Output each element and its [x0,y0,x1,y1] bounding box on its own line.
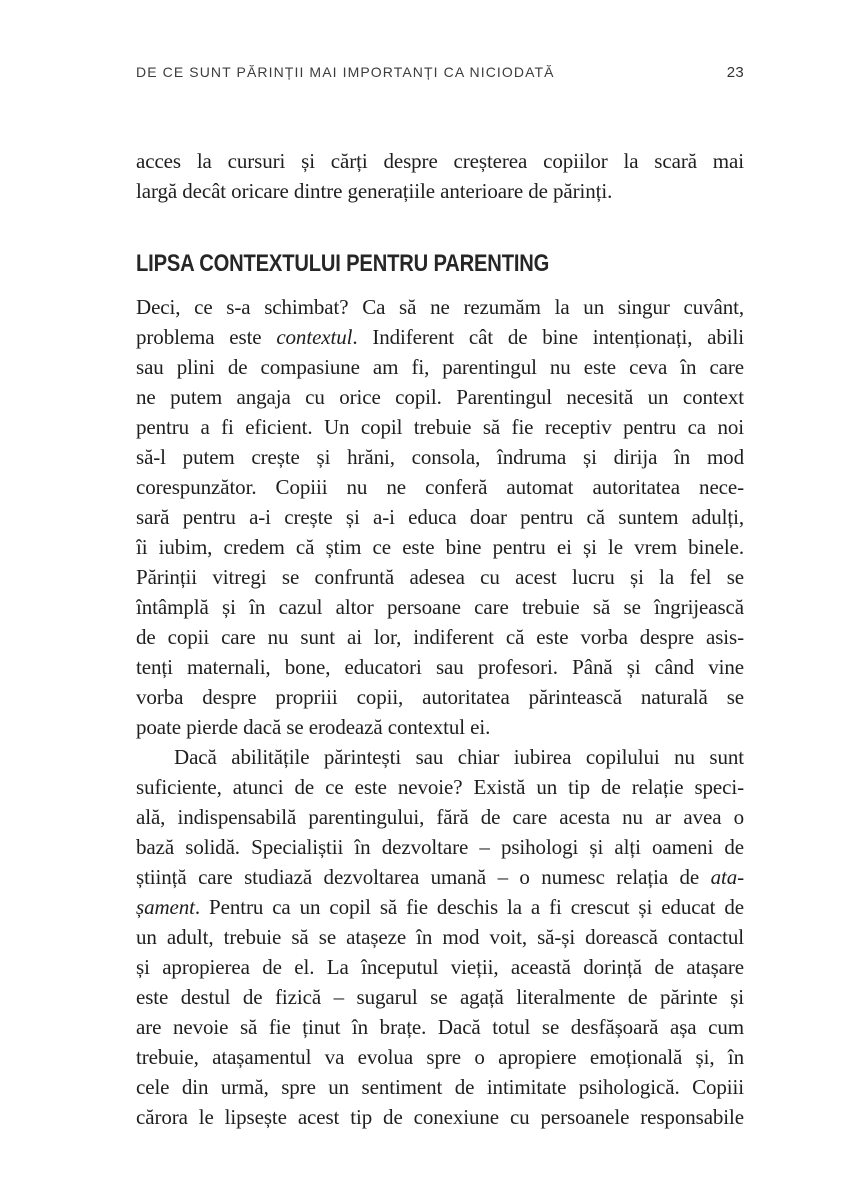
text-line: Deci, ce s-a schimbat? Ca să ne rezumăm la un singur cuvânt, [136,295,744,319]
text-line: cele din urmă, spre un sentiment de intimitate psihologică. Copiii [136,1075,744,1099]
text-line: tenți maternali, bone, educatori sau profesori. Până și când vine [136,655,744,679]
running-header [136,64,744,81]
paragraph [136,742,744,1132]
text-line: sau plini de compasiune am fi, parentingul nu este ceva în care [136,355,744,379]
text-line: știință care studiază dezvoltarea umană – o numesc relația de ata- [136,865,744,889]
text-line: largă decât oricare dintre generațiile anterioare de părinți. [136,179,613,203]
text-line: pentru a fi eficient. Un copil trebuie să fie receptiv pentru ca noi [136,415,744,439]
page-number: 23 [726,64,744,81]
text-line: ală, indispensabilă parentingului, fără de care acesta nu ar avea o [136,805,744,829]
text-line: întâmplă și în cazul altor persoane care trebuie să se îngrijească [136,595,744,619]
text-line: Părinții vitregi se confruntă adesea cu acest lucru și la fel se [136,565,744,589]
text-line: un adult, trebuie să se atașeze în mod voit, să-și dorească contactul [136,925,744,949]
text-line: problema este contextul. Indiferent cât de bine intenționați, abili [136,325,744,349]
running-header-title: DE CE SUNT PĂRINȚII MAI IMPORTANȚI CA NICIODATĂ [136,64,555,80]
text-line: cărora le lipsește acest tip de conexiune cu persoanele responsabile [136,1105,744,1129]
text-line: bază solidă. Specialiștii în dezvoltare – psihologi și alți oameni de [136,835,744,859]
text-line: poate pierde dacă se erodează contextul ei. [136,715,491,739]
text-line: acces la cursuri și cărți despre creșterea copiilor la scară mai [136,149,744,173]
text-line: este destul de fizică – sugarul se agață literalmente de părinte și [136,985,744,1009]
text-line: suficiente, atunci de ce este nevoie? Există un tip de relație speci- [136,775,744,799]
paragraph-continuation [136,146,744,206]
text-line: să-l putem crește și hrăni, consola, îndruma și dirija în mod [136,445,744,469]
text-line: vorba despre propriii copii, autoritatea părintească naturală se [136,685,744,709]
text-line: de copii care nu sunt ai lor, indiferent că este vorba despre asis- [136,625,744,649]
text-line: corespunzător. Copiii nu ne conferă automat autoritatea nece- [136,475,744,499]
text-line: trebuie, atașamentul va evolua spre o apropiere emoțională și, în [136,1045,744,1069]
body-text [136,292,744,1132]
paragraph [136,292,744,742]
text-line: sară pentru a-i crește și a-i educa doar pentru că suntem adulți, [136,505,744,529]
text-line: și apropierea de el. La începutul vieții, această dorință de atașare [136,955,744,979]
text-line: îi iubim, credem că știm ce este bine pentru ei și le vrem binele. [136,535,744,559]
section-heading: LIPSA CONTEXTULUI PENTRU PARENTING [136,250,550,277]
text-line: ne putem angaja cu orice copil. Parentingul necesită un context [136,385,744,409]
text-line: are nevoie să fie ținut în brațe. Dacă totul se desfășoară așa cum [136,1015,744,1039]
text-line: Dacă abilitățile părintești sau chiar iubirea copilului nu sunt [174,745,744,769]
text-line: șament. Pentru ca un copil să fie deschis la a fi crescut și educat de [136,895,744,919]
